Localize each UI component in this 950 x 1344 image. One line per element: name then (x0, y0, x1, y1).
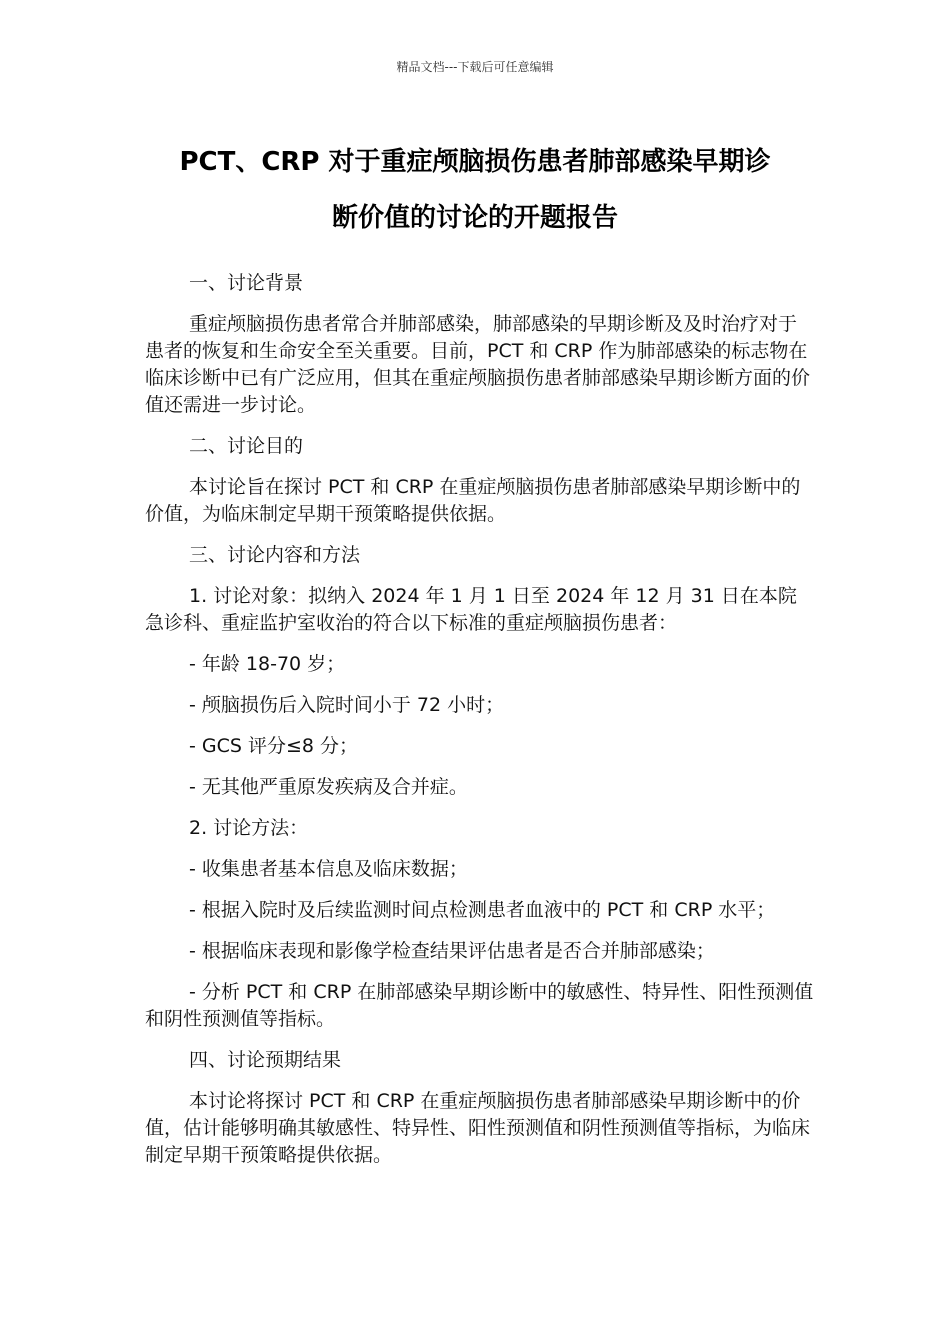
section-heading: 一、讨论背景 (189, 272, 304, 294)
list-item: - 年龄 18-70 岁； (189, 653, 346, 675)
paragraph: 本讨论将探讨 PCT 和 CRP 在重症颅脑损伤患者肺部感染早期诊断中的价值，估计能够明确其敏感性、特异性、阳性预测值和阴性预测值等指标，为临床制定早期干预策略提供依据。 (145, 1090, 811, 1166)
list-item: - 收集患者基本信息及临床数据； (189, 858, 468, 880)
paragraph: 1. 讨论对象：拟纳入 2024 年 1 月 1 日至 2024 年 12 月 31 日在本院急诊科、重症监护室收治的符合以下标准的重症颅脑损伤患者： (145, 585, 797, 634)
header-note: 精品文档---下载后可任意编辑 (396, 60, 554, 74)
list-item: - 根据临床表现和影像学检查结果评估患者是否合并肺部感染； (189, 940, 715, 962)
title-line-2: 断价值的讨论的开题报告 (331, 203, 618, 233)
list-item: - 颅脑损伤后入院时间小于 72 小时； (189, 694, 505, 716)
section-heading: 二、讨论目的 (189, 435, 304, 457)
title-line-1: PCT、CRP 对于重症颅脑损伤患者肺部感染早期诊 (179, 147, 771, 177)
section-heading: 四、讨论预期结果 (189, 1049, 342, 1071)
list-item: - 无其他严重原发疾病及合并症。 (189, 776, 468, 798)
list-item: - 根据入院时及后续监测时间点检测患者血液中的 PCT 和 CRP 水平； (189, 899, 776, 921)
document-title (140, 134, 810, 246)
list-item: - 分析 PCT 和 CRP 在肺部感染早期诊断中的敏感性、特异性、阳性预测值和阴性预测值等指标。 (145, 981, 814, 1030)
list-item: - GCS 评分≤8 分； (189, 735, 359, 757)
section-heading: 三、讨论内容和方法 (189, 544, 361, 566)
subsection-heading: 2. 讨论方法： (189, 817, 309, 839)
paragraph: 本讨论旨在探讨 PCT 和 CRP 在重症颅脑损伤患者肺部感染早期诊断中的价值，为临床制定早期干预策略提供依据。 (145, 476, 801, 525)
paragraph: 重症颅脑损伤患者常合并肺部感染，肺部感染的早期诊断及及时治疗对于患者的恢复和生命安全至关重要。目前，PCT 和 CRP 作为肺部感染的标志物在临床诊断中已有广泛应用，但其在重症颅脑损伤患者肺部感染早期诊断方面的价值还需进一步讨论。 (145, 313, 811, 416)
document-body (145, 270, 815, 1183)
